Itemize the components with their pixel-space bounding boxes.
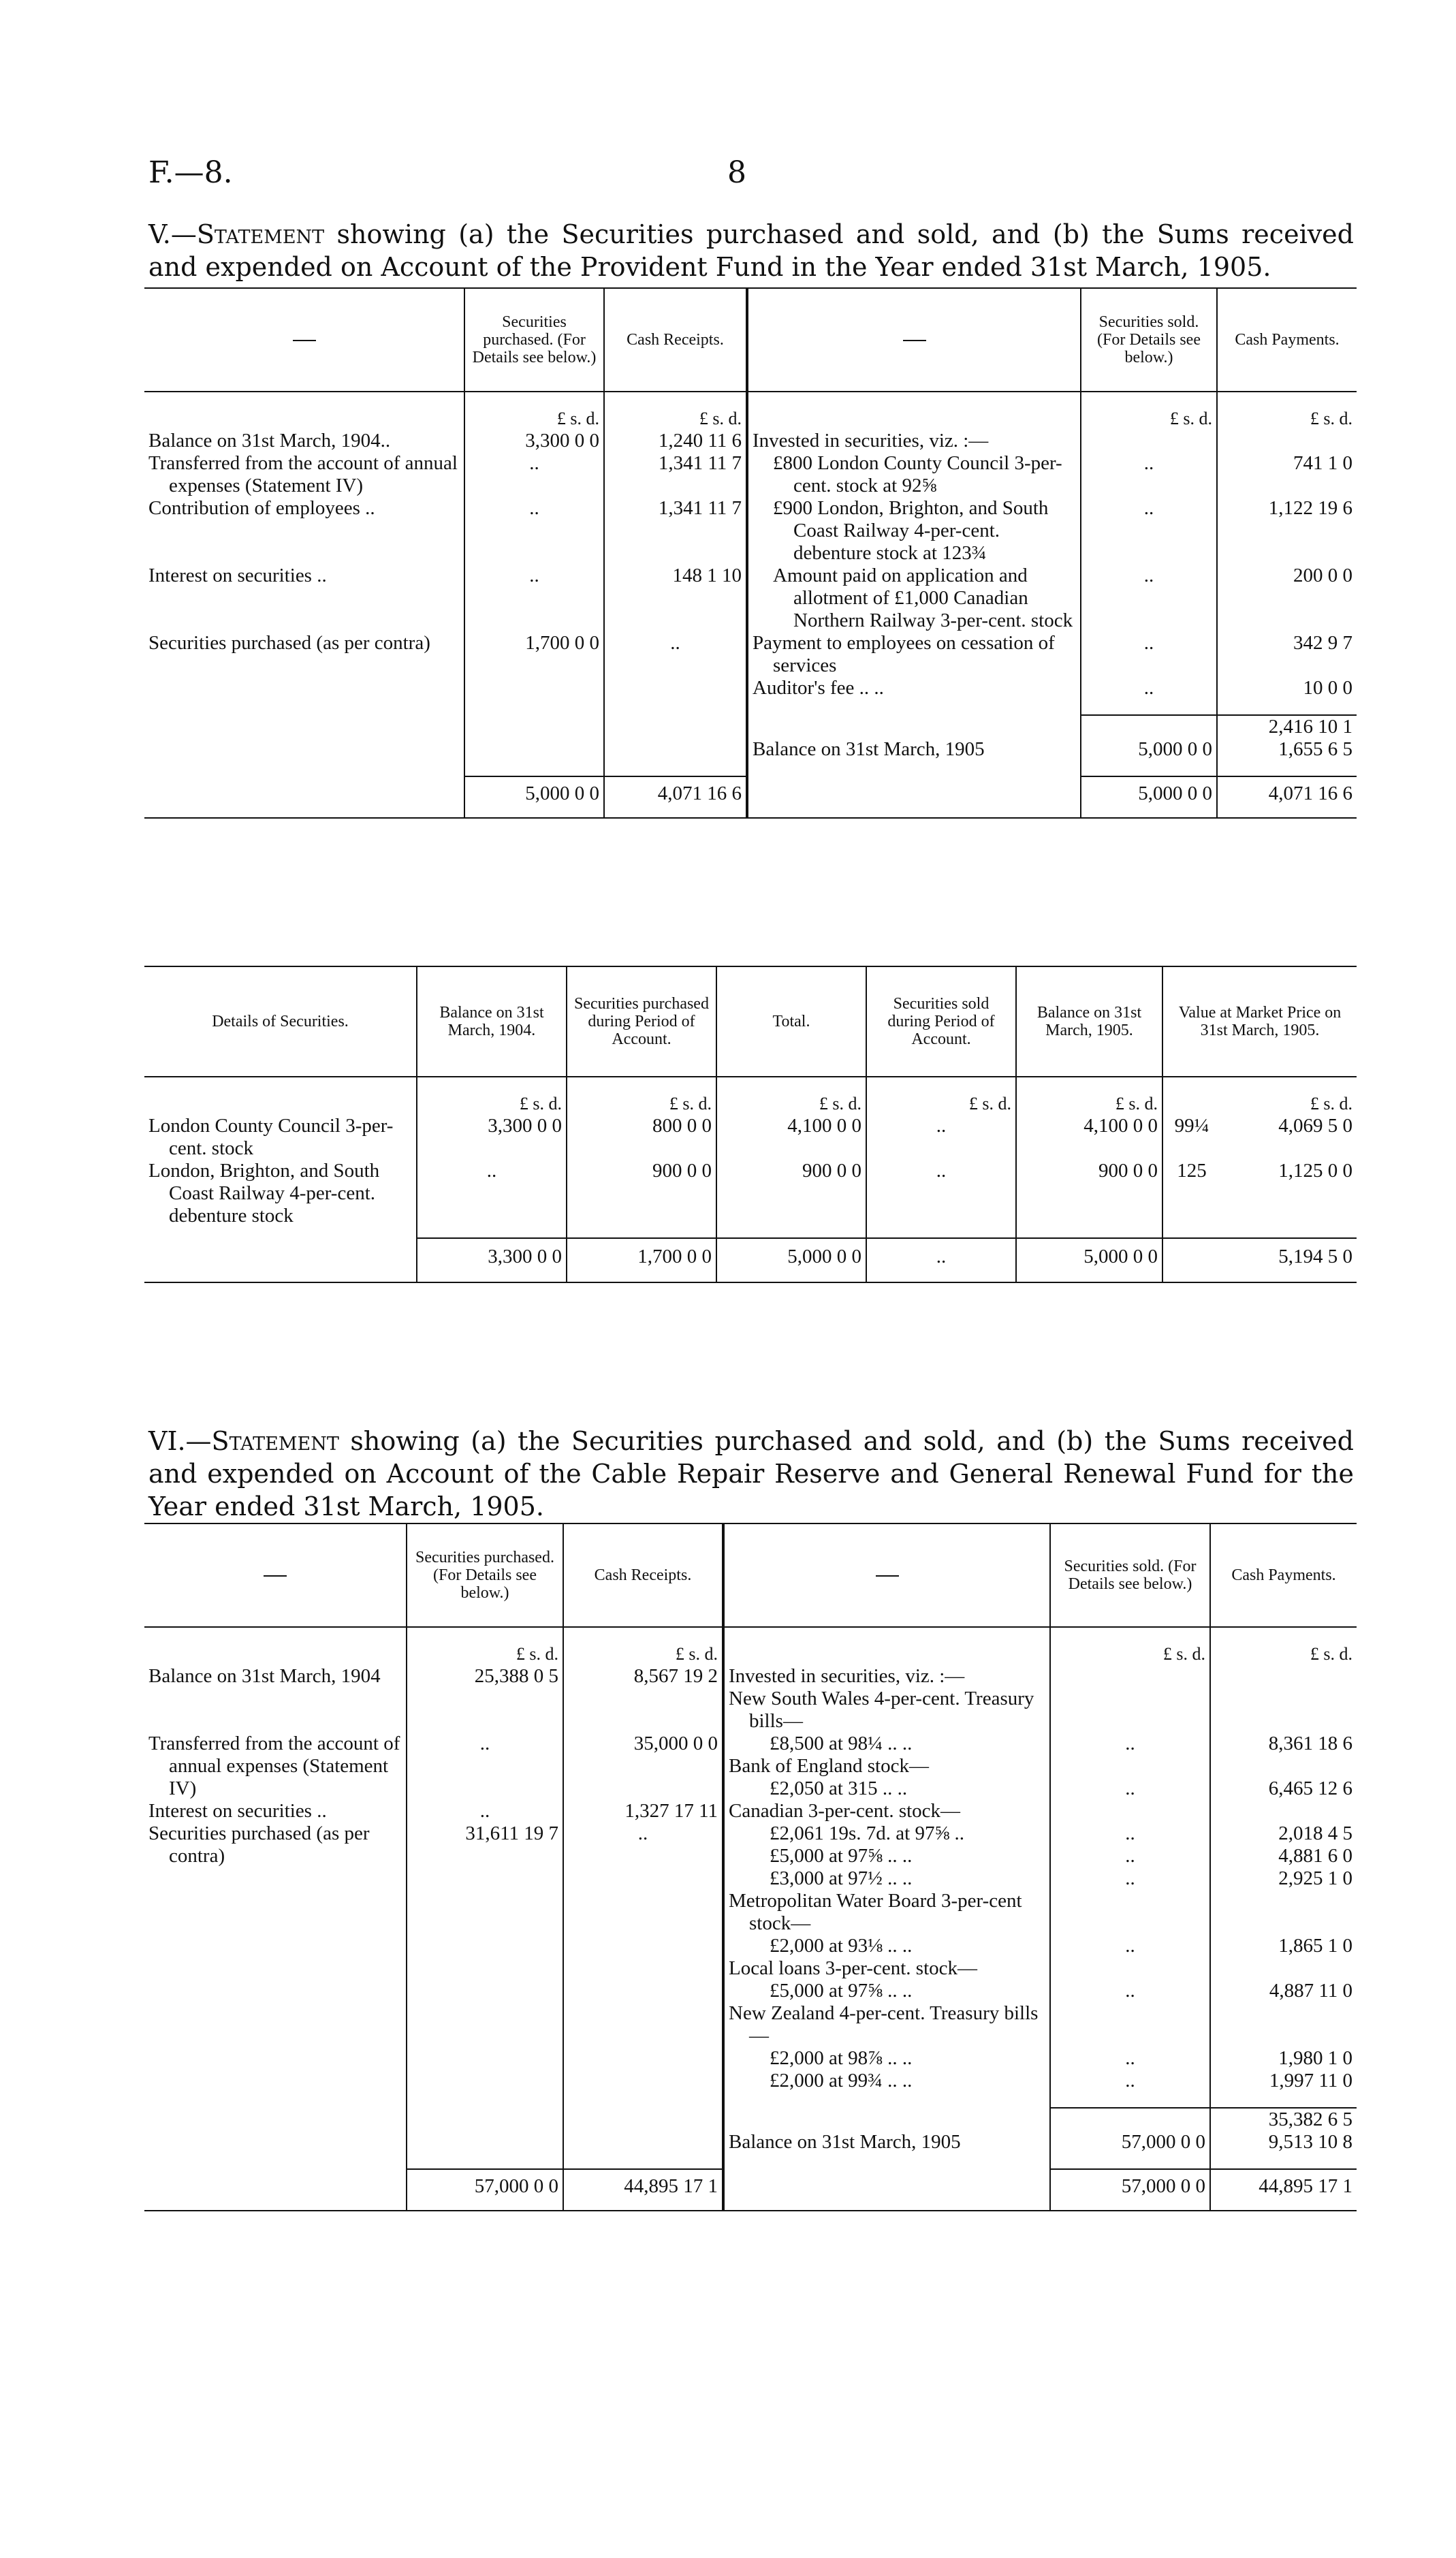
securities-sold-value: .. bbox=[1081, 677, 1217, 699]
cash-receipt-value: 148 1 10 bbox=[604, 565, 747, 632]
header-cash-payments: Cash Payments. bbox=[1217, 288, 1357, 392]
payment-label: Invested in securities, viz. :— bbox=[747, 430, 1081, 452]
ledger-row bbox=[144, 1665, 1357, 1688]
cash-receipt-value: 8,567 19 2 bbox=[563, 1665, 723, 1733]
header-dash-left bbox=[144, 1523, 407, 1627]
units-label: £ s. d. bbox=[1310, 1094, 1353, 1114]
total-balance-1905: 5,000 0 0 bbox=[1016, 1238, 1162, 1282]
cash-payment-value: 741 1 0 bbox=[1217, 452, 1357, 497]
payment-label: Bank of England stock— bbox=[723, 1755, 1050, 1778]
securities-purchased-value: 25,388 0 5 bbox=[407, 1665, 563, 1733]
ledger-row bbox=[144, 2002, 1357, 2047]
units-row bbox=[144, 1643, 1357, 1665]
balance-securities: 57,000 0 0 bbox=[1050, 2131, 1210, 2153]
statement-vi-title-word: Statement bbox=[211, 1426, 339, 1456]
payment-label: £2,000 at 99¾ .. .. bbox=[723, 2070, 1050, 2092]
total-value: 900 0 0 bbox=[716, 1160, 866, 1238]
statement-v-table bbox=[144, 287, 1357, 819]
payment-label: £900 London, Brighton, and South Coast Railway 4-per-cent. debenture stock at 123¾ bbox=[747, 497, 1081, 565]
totals-row bbox=[144, 776, 1357, 818]
units-row bbox=[144, 407, 1357, 430]
securities-sold-value: .. bbox=[1050, 1778, 1210, 1800]
ledger-row bbox=[144, 677, 1357, 699]
units-row bbox=[144, 1092, 1357, 1115]
security-row bbox=[144, 1115, 1357, 1160]
statement-vi-table bbox=[144, 1523, 1357, 2211]
total-securities-sold: 5,000 0 0 bbox=[1081, 776, 1217, 818]
total-sold: .. bbox=[866, 1238, 1016, 1282]
securities-purchased-value: .. bbox=[407, 1733, 563, 1800]
header-balance-1904: Balance on 31st March, 1904. bbox=[417, 966, 567, 1077]
units-label: £ s. d. bbox=[1217, 407, 1357, 430]
ledger-row bbox=[144, 1980, 1357, 2002]
payment-label: £2,000 at 93⅛ .. .. bbox=[723, 1935, 1050, 1957]
cash-payment-value: 6,465 12 6 bbox=[1210, 1778, 1357, 1800]
statement-v-title bbox=[148, 218, 1354, 283]
purchased-value: 900 0 0 bbox=[567, 1160, 716, 1238]
statement-v-header-row bbox=[144, 288, 1357, 392]
total-securities-purchased: 5,000 0 0 bbox=[464, 776, 604, 818]
cash-payments-subtotal: 35,382 6 5 bbox=[1210, 2108, 1357, 2131]
ledger-row bbox=[144, 430, 1357, 452]
market-price: 125 bbox=[1162, 1160, 1220, 1238]
units-label: £ s. d. bbox=[563, 1643, 723, 1665]
balance-cash: 9,513 10 8 bbox=[1210, 2131, 1357, 2153]
details-totals-row bbox=[144, 1238, 1357, 1282]
payment-label: Metropolitan Water Board 3-per-cent stock— bbox=[723, 1890, 1050, 1935]
purchased-value: 800 0 0 bbox=[567, 1115, 716, 1160]
total-purchased: 1,700 0 0 bbox=[567, 1238, 716, 1282]
header-cash-payments: Cash Payments. bbox=[1210, 1523, 1357, 1627]
payment-label: £3,000 at 97½ .. .. bbox=[723, 1867, 1050, 1890]
page-number: 8 bbox=[727, 155, 746, 190]
header-dash-right bbox=[723, 1523, 1050, 1627]
ledger-row bbox=[144, 565, 1357, 632]
securities-sold-value: .. bbox=[1081, 565, 1217, 632]
balance-1904-value: .. bbox=[417, 1160, 567, 1238]
ledger-row bbox=[144, 1935, 1357, 1957]
securities-sold-value: .. bbox=[1050, 2047, 1210, 2070]
total-cash-payments: 44,895 17 1 bbox=[1210, 2169, 1357, 2211]
header-market-value: Value at Market Price on 31st March, 1905. bbox=[1162, 966, 1357, 1077]
balance-label: Balance on 31st March, 1905 bbox=[747, 738, 1081, 761]
payment-label: £2,061 19s. 7d. at 97⅝ .. bbox=[723, 1822, 1050, 1845]
statement-v-title-word: Statement bbox=[196, 219, 325, 249]
units-label: £ s. d. bbox=[1016, 1092, 1162, 1115]
subtotal-row bbox=[144, 715, 1357, 738]
securities-sold-value: .. bbox=[1050, 1935, 1210, 1957]
cash-payment-value: 2,018 4 5 bbox=[1210, 1822, 1357, 1845]
payment-label: Amount paid on application and allotment of £1,000 Canadian Northern Railway 3-per-cent. stock bbox=[747, 565, 1081, 632]
header-securities-sold: Securities sold. (For Details see below.) bbox=[1050, 1523, 1210, 1627]
receipt-label: Interest on securities .. bbox=[148, 1800, 327, 1822]
cash-payment-value: 1,980 1 0 bbox=[1210, 2047, 1357, 2070]
statement-vi-title bbox=[148, 1425, 1354, 1523]
cash-payment-value: 1,997 11 0 bbox=[1210, 2070, 1357, 2092]
units-label: £ s. d. bbox=[1081, 407, 1217, 430]
cash-payment-value: 1,122 19 6 bbox=[1217, 497, 1357, 565]
securities-sold-value: .. bbox=[1050, 1867, 1210, 1890]
payment-label: £2,000 at 98⅞ .. .. bbox=[723, 2047, 1050, 2070]
market-price: 99¼ bbox=[1162, 1115, 1220, 1160]
securities-purchased-value: .. bbox=[407, 1800, 563, 1822]
securities-purchased-value: 1,700 0 0 bbox=[464, 632, 604, 677]
header-securities-sold: Securities sold. (For Details see below.) bbox=[1081, 288, 1217, 392]
total-securities-purchased: 57,000 0 0 bbox=[407, 2169, 563, 2211]
securities-sold-value: .. bbox=[1081, 452, 1217, 497]
receipt-label: Balance on 31st March, 1904 bbox=[148, 1665, 381, 1687]
receipt-label: Securities purchased (as per contra) bbox=[148, 1822, 370, 1867]
statement-v-title-text: showing (a) the Securities purchased and sold, and (b) the Sums received and expended on Account of the Provident Fund in the Year ended 31st March, 1905. bbox=[148, 219, 1354, 282]
ledger-row bbox=[144, 497, 1357, 565]
header-cash-receipts: Cash Receipts. bbox=[604, 288, 747, 392]
units-label: £ s. d. bbox=[417, 1092, 567, 1115]
ledger-row bbox=[144, 632, 1357, 677]
securities-purchased-value: .. bbox=[464, 452, 604, 497]
cash-payment-value: 2,925 1 0 bbox=[1210, 1867, 1357, 1890]
market-value: 4,069 5 0 bbox=[1278, 1115, 1353, 1137]
cash-payments-subtotal: 2,416 10 1 bbox=[1217, 715, 1357, 738]
total-market-value: 5,194 5 0 bbox=[1220, 1238, 1357, 1282]
securities-sold-value: .. bbox=[1050, 1980, 1210, 2002]
receipt-label: Transferred from the account of annual expenses (Statement IV) bbox=[148, 1733, 400, 1799]
receipt-label: Interest on securities .. bbox=[148, 565, 327, 586]
header-cash-receipts: Cash Receipts. bbox=[563, 1523, 723, 1627]
securities-sold-value: .. bbox=[1081, 632, 1217, 677]
receipt-label: Balance on 31st March, 1904.. bbox=[148, 430, 391, 452]
securities-sold-value: .. bbox=[1050, 1845, 1210, 1867]
security-name: London County Council 3-per-cent. stock bbox=[148, 1115, 394, 1159]
balance-securities: 5,000 0 0 bbox=[1081, 738, 1217, 761]
details-header-row bbox=[144, 966, 1357, 1077]
ledger-row bbox=[144, 2047, 1357, 2070]
units-label: £ s. d. bbox=[1210, 1643, 1357, 1665]
payment-label: Auditor's fee .. .. bbox=[747, 677, 1081, 699]
cash-payment-value: 8,361 18 6 bbox=[1210, 1733, 1357, 1755]
cash-payment-value: 4,881 6 0 bbox=[1210, 1845, 1357, 1867]
security-row bbox=[144, 1160, 1357, 1238]
total-total: 5,000 0 0 bbox=[716, 1238, 866, 1282]
units-label: £ s. d. bbox=[866, 1092, 1016, 1115]
balance-label: Balance on 31st March, 1905 bbox=[723, 2131, 1050, 2153]
payment-label: Canadian 3-per-cent. stock— bbox=[723, 1800, 1050, 1822]
cash-receipt-value: 35,000 0 0 bbox=[563, 1733, 723, 1800]
total-securities-sold: 57,000 0 0 bbox=[1050, 2169, 1210, 2211]
payment-label: New Zealand 4-per-cent. Treasury bills— bbox=[723, 2002, 1050, 2047]
details-of-securities-table bbox=[144, 966, 1357, 1283]
securities-purchased-value: .. bbox=[464, 497, 604, 565]
header-total: Total. bbox=[716, 966, 866, 1077]
securities-purchased-value: .. bbox=[464, 565, 604, 632]
payment-label: £5,000 at 97⅝ .. .. bbox=[723, 1980, 1050, 2002]
header-dash-left bbox=[144, 288, 464, 392]
ledger-row bbox=[144, 2070, 1357, 2092]
balance-row bbox=[144, 2131, 1357, 2153]
balance-1905-value: 900 0 0 bbox=[1016, 1160, 1162, 1238]
units-label: £ s. d. bbox=[464, 407, 604, 430]
payment-label: Local loans 3-per-cent. stock— bbox=[723, 1957, 1050, 1980]
total-cash-receipts: 4,071 16 6 bbox=[604, 776, 747, 818]
payment-label: £2,050 at 315 .. .. bbox=[723, 1778, 1050, 1800]
ledger-row bbox=[144, 1800, 1357, 1822]
receipt-label: Transferred from the account of annual expenses (Statement IV) bbox=[148, 452, 458, 496]
subtotal-row bbox=[144, 2108, 1357, 2131]
ledger-row bbox=[144, 1890, 1357, 1935]
total-cash-receipts: 44,895 17 1 bbox=[563, 2169, 723, 2211]
cash-payment-value: 4,887 11 0 bbox=[1210, 1980, 1357, 2002]
cash-receipt-value: .. bbox=[604, 632, 747, 677]
units-label: £ s. d. bbox=[604, 407, 747, 430]
sold-value: .. bbox=[866, 1160, 1016, 1238]
header-securities-purchased: Securities purchased. (For Details see below.) bbox=[407, 1523, 563, 1627]
securities-sold-value: .. bbox=[1050, 2070, 1210, 2092]
cash-receipt-value: 1,327 17 11 bbox=[563, 1800, 723, 1822]
page-reference: F.—8. bbox=[148, 155, 233, 190]
header-securities-purchased: Securities purchased. (For Details see below.) bbox=[464, 288, 604, 392]
market-value: 1,125 0 0 bbox=[1278, 1160, 1353, 1182]
receipt-label: Securities purchased (as per contra) bbox=[148, 632, 430, 654]
ledger-row bbox=[144, 1822, 1357, 1845]
total-cash-payments: 4,071 16 6 bbox=[1217, 776, 1357, 818]
securities-sold-value: .. bbox=[1050, 1733, 1210, 1755]
payment-label: £5,000 at 97⅝ .. .. bbox=[723, 1845, 1050, 1867]
header-sold: Securities sold during Period of Account. bbox=[866, 966, 1016, 1077]
cash-payment-value: 200 0 0 bbox=[1217, 565, 1357, 632]
cash-receipt-value: 1,341 11 7 bbox=[604, 497, 747, 565]
ledger-row bbox=[144, 1867, 1357, 1890]
cash-payment-value: 1,865 1 0 bbox=[1210, 1935, 1357, 1957]
balance-1905-value: 4,100 0 0 bbox=[1016, 1115, 1162, 1160]
securities-purchased-value: 31,611 19 7 bbox=[407, 1822, 563, 1867]
cash-receipt-value: 1,341 11 7 bbox=[604, 452, 747, 497]
statement-vi-header-row bbox=[144, 1523, 1357, 1627]
header-balance-1905: Balance on 31st March, 1905. bbox=[1016, 966, 1162, 1077]
balance-cash: 1,655 6 5 bbox=[1217, 738, 1357, 761]
securities-purchased-value: 3,300 0 0 bbox=[464, 430, 604, 452]
securities-sold-value: .. bbox=[1050, 1822, 1210, 1845]
balance-row bbox=[144, 738, 1357, 761]
cash-receipt-value: .. bbox=[563, 1822, 723, 1867]
header-dash-right bbox=[747, 288, 1081, 392]
totals-row bbox=[144, 2169, 1357, 2211]
statement-vi-title-lead: VI.— bbox=[148, 1426, 212, 1456]
ledger-row bbox=[144, 1733, 1357, 1755]
statement-vi-title-text: showing (a) the Securities purchased and sold, and (b) the Sums received and expended on Account of the Cable Repair Reserve and General Renewal Fund for the Year ended 31st March, 1905. bbox=[148, 1426, 1354, 1521]
cash-receipt-value: 1,240 11 6 bbox=[604, 430, 747, 452]
payment-label: New South Wales 4-per-cent. Treasury bills— bbox=[723, 1688, 1050, 1733]
header-purchased: Securities purchased during Period of Account. bbox=[567, 966, 716, 1077]
header-details: Details of Securities. bbox=[144, 966, 417, 1077]
payment-label: Invested in securities, viz. :— bbox=[723, 1665, 1050, 1688]
balance-1904-value: 3,300 0 0 bbox=[417, 1115, 567, 1160]
ledger-row bbox=[144, 452, 1357, 497]
units-label: £ s. d. bbox=[567, 1092, 716, 1115]
payment-label: £800 London County Council 3-per-cent. stock at 92⅝ bbox=[747, 452, 1081, 497]
units-label: £ s. d. bbox=[716, 1092, 866, 1115]
cash-payment-value: 10 0 0 bbox=[1217, 677, 1357, 699]
payment-label: Payment to employees on cessation of services bbox=[747, 632, 1081, 677]
security-name: London, Brighton, and South Coast Railway 4-per-cent. debenture stock bbox=[148, 1160, 380, 1227]
total-balance-1904: 3,300 0 0 bbox=[417, 1238, 567, 1282]
sold-value: .. bbox=[866, 1115, 1016, 1160]
payment-label: £8,500 at 98¼ .. .. bbox=[723, 1733, 1050, 1755]
statement-v-title-lead: V.— bbox=[148, 219, 197, 249]
total-value: 4,100 0 0 bbox=[716, 1115, 866, 1160]
ledger-row bbox=[144, 1957, 1357, 1980]
cash-payment-value: 342 9 7 bbox=[1217, 632, 1357, 677]
units-label: £ s. d. bbox=[1050, 1643, 1210, 1665]
securities-sold-value: .. bbox=[1081, 497, 1217, 565]
units-label: £ s. d. bbox=[407, 1643, 563, 1665]
receipt-label: Contribution of employees .. bbox=[148, 497, 375, 519]
